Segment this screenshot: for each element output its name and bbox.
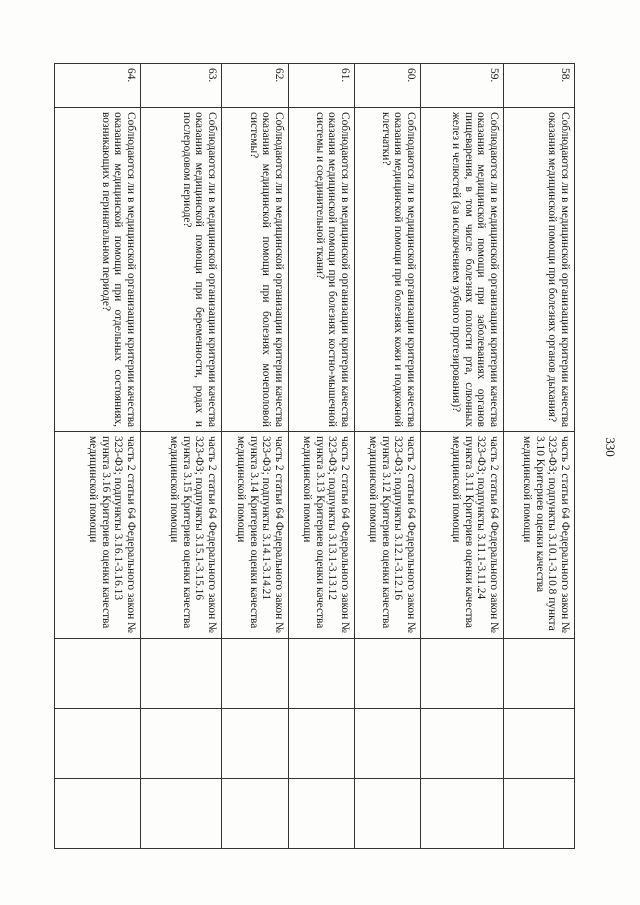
answer-cell-na — [421, 779, 504, 849]
question-cell: Соблюдаются ли в медицинской организации критерии качества оказания медицинской помощи при беременности, родах и послеродовом периоде? — [141, 108, 222, 432]
page-number: 330 — [603, 437, 618, 457]
answer-cell-yes — [141, 639, 222, 709]
table-row — [421, 64, 504, 849]
answer-cell-na — [222, 779, 289, 849]
row-number: 64. — [55, 64, 141, 108]
row-number: 60. — [355, 64, 421, 108]
answer-cell-na — [289, 779, 355, 849]
answer-cell-no — [55, 709, 141, 779]
answer-cell-na — [55, 779, 141, 849]
row-number: 62. — [222, 64, 289, 108]
answer-cell-na — [141, 779, 222, 849]
table-row — [55, 64, 141, 849]
row-number: 63. — [141, 64, 222, 108]
answer-cell-yes — [55, 639, 141, 709]
answer-cell-na — [355, 779, 421, 849]
table-row — [355, 64, 421, 849]
row-number: 59. — [421, 64, 504, 108]
checklist-table-frame — [55, 63, 575, 848]
answer-cell-yes — [222, 639, 289, 709]
reference-cell: часть 2 статьи 64 Федерального закон № 323-ФЗ; подпункты 3.10.1-3.10.8 пункта 3.10 Критериев оценки качества медицинской помощи — [504, 432, 575, 639]
question-cell: Соблюдаются ли в медицинской организации критерии качества оказания медицинской помощи при отдельных состояниях, возникающих в перинатальном периоде? — [55, 108, 141, 432]
answer-cell-yes — [289, 639, 355, 709]
answer-cell-no — [355, 709, 421, 779]
question-cell: Соблюдаются ли в медицинской организации критерии качества оказания медицинской помощи при болезнях мочеполовой системы? — [222, 108, 289, 432]
table-row — [504, 64, 575, 849]
answer-cell-no — [289, 709, 355, 779]
question-cell: Соблюдаются ли в медицинской организации критерии качества оказания медицинской помощи при заболеваниях органов пищеварения, в том числе болезнях полости рта, слюнных желез и челюстей (за исключением зубного протезирования)? — [421, 108, 504, 432]
question-cell: Соблюдаются ли в медицинской организации критерии качества оказания медицинской помощи при болезнях органов дыхания? — [504, 108, 575, 432]
table-row — [289, 64, 355, 849]
row-number: 58. — [504, 64, 575, 108]
answer-cell-no — [504, 709, 575, 779]
question-cell: Соблюдаются ли в медицинской организации критерии качества оказания медицинской помощи при болезнях костно-мышечной системы и соединительной ткани? — [289, 108, 355, 432]
reference-cell: часть 2 статьи 64 Федерального закон № 323-ФЗ; подпункты 3.11.1-3.11.24 пункта 3.11 Критериев оценки качества медицинской помощи — [421, 432, 504, 639]
checklist-table-rotated — [55, 63, 575, 848]
checklist-table — [54, 63, 575, 849]
answer-cell-yes — [504, 639, 575, 709]
question-cell: Соблюдаются ли в медицинской организации критерии качества оказания медицинской помощи при болезнях кожи и подкожной клетчатки? — [355, 108, 421, 432]
row-number: 61. — [289, 64, 355, 108]
reference-cell: часть 2 статьи 64 Федерального закон № 323-ФЗ; подпункты 3.14.1-3.14.21 пункта 3.14 Критериев оценки качества медицинской помощи — [222, 432, 289, 639]
answer-cell-no — [141, 709, 222, 779]
reference-cell: часть 2 статьи 64 Федерального закон № 323-ФЗ; подпункты 3.16.1-3.16.13 пункта 3.16 Критериев оценки качества медицинской помощи — [55, 432, 141, 639]
table-row — [222, 64, 289, 849]
answer-cell-na — [504, 779, 575, 849]
answer-cell-no — [421, 709, 504, 779]
answer-cell-yes — [355, 639, 421, 709]
reference-cell: часть 2 статьи 64 Федерального закон № 323-ФЗ; подпункты 3.12.1-3.12.16 пункта 3.12 Критериев оценки качества медицинской помощи — [355, 432, 421, 639]
answer-cell-no — [222, 709, 289, 779]
reference-cell: часть 2 статьи 64 Федерального закон № 323-ФЗ; подпункты 3.15.1-3.15.16 пункта 3.15 Критериев оценки качества медицинской помощи — [141, 432, 222, 639]
table-row — [141, 64, 222, 849]
reference-cell: часть 2 статьи 64 Федерального закон № 323-ФЗ; подпункты 3.13.1-3.13.12 пункта 3.13 Критериев оценки качества медицинской помощи — [289, 432, 355, 639]
answer-cell-yes — [421, 639, 504, 709]
